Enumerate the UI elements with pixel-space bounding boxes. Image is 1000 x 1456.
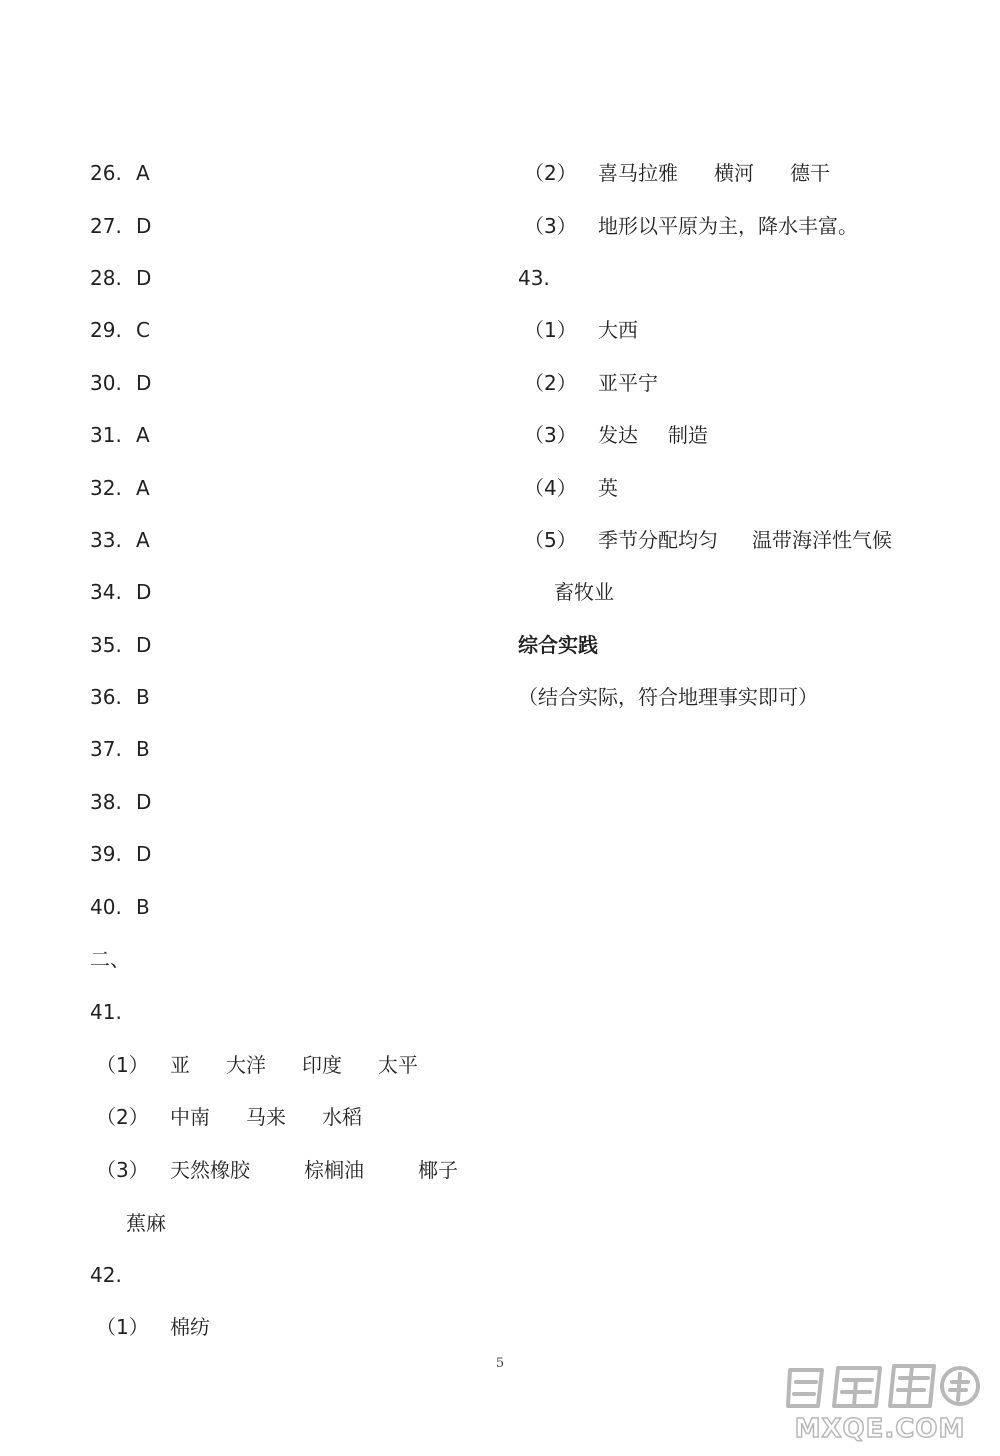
q42-part-2 <box>518 158 830 188</box>
question-number: 26. <box>90 161 122 185</box>
question-number: 33. <box>90 528 122 552</box>
question-41-number: 41. <box>90 1000 122 1024</box>
part-label: （1） <box>524 318 577 342</box>
answer-line-27 <box>90 211 151 241</box>
answer-line-40 <box>90 892 150 922</box>
question-number: 35. <box>90 633 122 657</box>
question-number: 31. <box>90 423 122 447</box>
q43-continuation: 畜牧业 <box>554 580 614 604</box>
answer-line-32 <box>90 473 150 503</box>
part-label: （2） <box>96 1105 149 1129</box>
answer-text: 水稻 <box>322 1105 362 1129</box>
part-label: （2） <box>524 371 577 395</box>
part-label: （5） <box>524 528 577 552</box>
part-label: （3） <box>524 214 577 238</box>
answer-text: 制造 <box>668 423 708 447</box>
question-number: 28. <box>90 266 122 290</box>
answer-text: 印度 <box>302 1053 342 1077</box>
q41-continuation: 蕉麻 <box>126 1211 166 1235</box>
answer-line-37 <box>90 734 150 764</box>
answer-text: 德干 <box>790 161 830 185</box>
answer-text: 亚平宁 <box>598 371 658 395</box>
answer-text: 喜马拉雅 <box>598 161 678 185</box>
question-number: 37. <box>90 737 122 761</box>
part-label: （1） <box>96 1315 149 1339</box>
q43-part-1 <box>518 315 638 345</box>
answer-choice: D <box>136 214 152 238</box>
answer-text: 亚 <box>170 1053 190 1077</box>
part-label: （4） <box>524 476 577 500</box>
answer-line-29 <box>90 315 150 345</box>
answer-text: 横河 <box>714 161 754 185</box>
answer-text: 英 <box>598 476 618 500</box>
answer-line-39 <box>90 839 151 869</box>
q43-part-2 <box>518 368 658 398</box>
answer-choice: B <box>136 895 150 919</box>
answer-choice: D <box>136 633 152 657</box>
part-label: （3） <box>96 1158 149 1182</box>
q43-part-4 <box>518 473 618 503</box>
answer-text: 棕榈油 <box>304 1158 364 1182</box>
part-label: （3） <box>524 423 577 447</box>
watermark <box>774 1360 986 1444</box>
answer-choice: A <box>136 528 150 552</box>
answer-choice: B <box>136 685 150 709</box>
answer-text: 马来 <box>246 1105 286 1129</box>
answer-site-logo-icon <box>782 1360 982 1412</box>
q42-part-3 <box>518 211 858 241</box>
answer-choice: C <box>136 318 150 342</box>
answer-choice: D <box>136 790 152 814</box>
answer-line-33 <box>90 525 150 555</box>
section-heading-two: 二、 <box>90 947 130 971</box>
question-number: 32. <box>90 476 122 500</box>
q43-part-5 <box>518 525 892 555</box>
answer-line-31 <box>90 420 150 450</box>
question-number: 27. <box>90 214 122 238</box>
question-number: 34. <box>90 580 122 604</box>
q43-part-3 <box>518 420 708 450</box>
answer-text: 大洋 <box>226 1053 266 1077</box>
question-number: 29. <box>90 318 122 342</box>
answer-line-34 <box>90 577 151 607</box>
answer-text: 太平 <box>378 1053 418 1077</box>
q41-part-2 <box>90 1102 362 1132</box>
question-number: 36. <box>90 685 122 709</box>
answer-choice: D <box>136 371 152 395</box>
watermark-url: MXQE.COM <box>794 1414 966 1444</box>
answer-choice: A <box>136 423 150 447</box>
answer-line-26 <box>90 158 150 188</box>
answer-text: 中南 <box>170 1105 210 1129</box>
question-43-number: 43. <box>518 266 550 290</box>
practice-heading: 综合实践 <box>518 633 598 657</box>
q42-part-1 <box>90 1312 210 1342</box>
practice-text: （结合实际，符合地理事实即可） <box>518 685 818 709</box>
answer-line-36 <box>90 682 150 712</box>
page-number: 5 <box>495 1356 505 1371</box>
answer-text: 天然橡胶 <box>170 1158 250 1182</box>
answer-line-35 <box>90 630 151 660</box>
answer-line-28 <box>90 263 151 293</box>
answer-choice: D <box>136 266 152 290</box>
answer-choice: D <box>136 580 152 604</box>
answer-line-30 <box>90 368 151 398</box>
answer-line-38 <box>90 787 151 817</box>
answer-choice: A <box>136 161 150 185</box>
q41-part-3 <box>90 1155 458 1185</box>
answer-choice: B <box>136 737 150 761</box>
part-label: （2） <box>524 161 577 185</box>
question-number: 40. <box>90 895 122 919</box>
answer-text: 发达 <box>598 423 638 447</box>
answer-choice: D <box>136 842 152 866</box>
answer-text: 温带海洋性气候 <box>752 528 892 552</box>
question-42-number: 42. <box>90 1263 122 1287</box>
question-number: 39. <box>90 842 122 866</box>
answer-text: 椰子 <box>418 1158 458 1182</box>
q41-part-1 <box>90 1050 418 1080</box>
answer-text: 季节分配均匀 <box>598 528 718 552</box>
answer-text: 大西 <box>598 318 638 342</box>
question-number: 38. <box>90 790 122 814</box>
part-label: （1） <box>96 1053 149 1077</box>
answer-text: 棉纺 <box>170 1315 210 1339</box>
question-number: 30. <box>90 371 122 395</box>
answer-choice: A <box>136 476 150 500</box>
answer-text: 地形以平原为主，降水丰富。 <box>598 214 858 238</box>
